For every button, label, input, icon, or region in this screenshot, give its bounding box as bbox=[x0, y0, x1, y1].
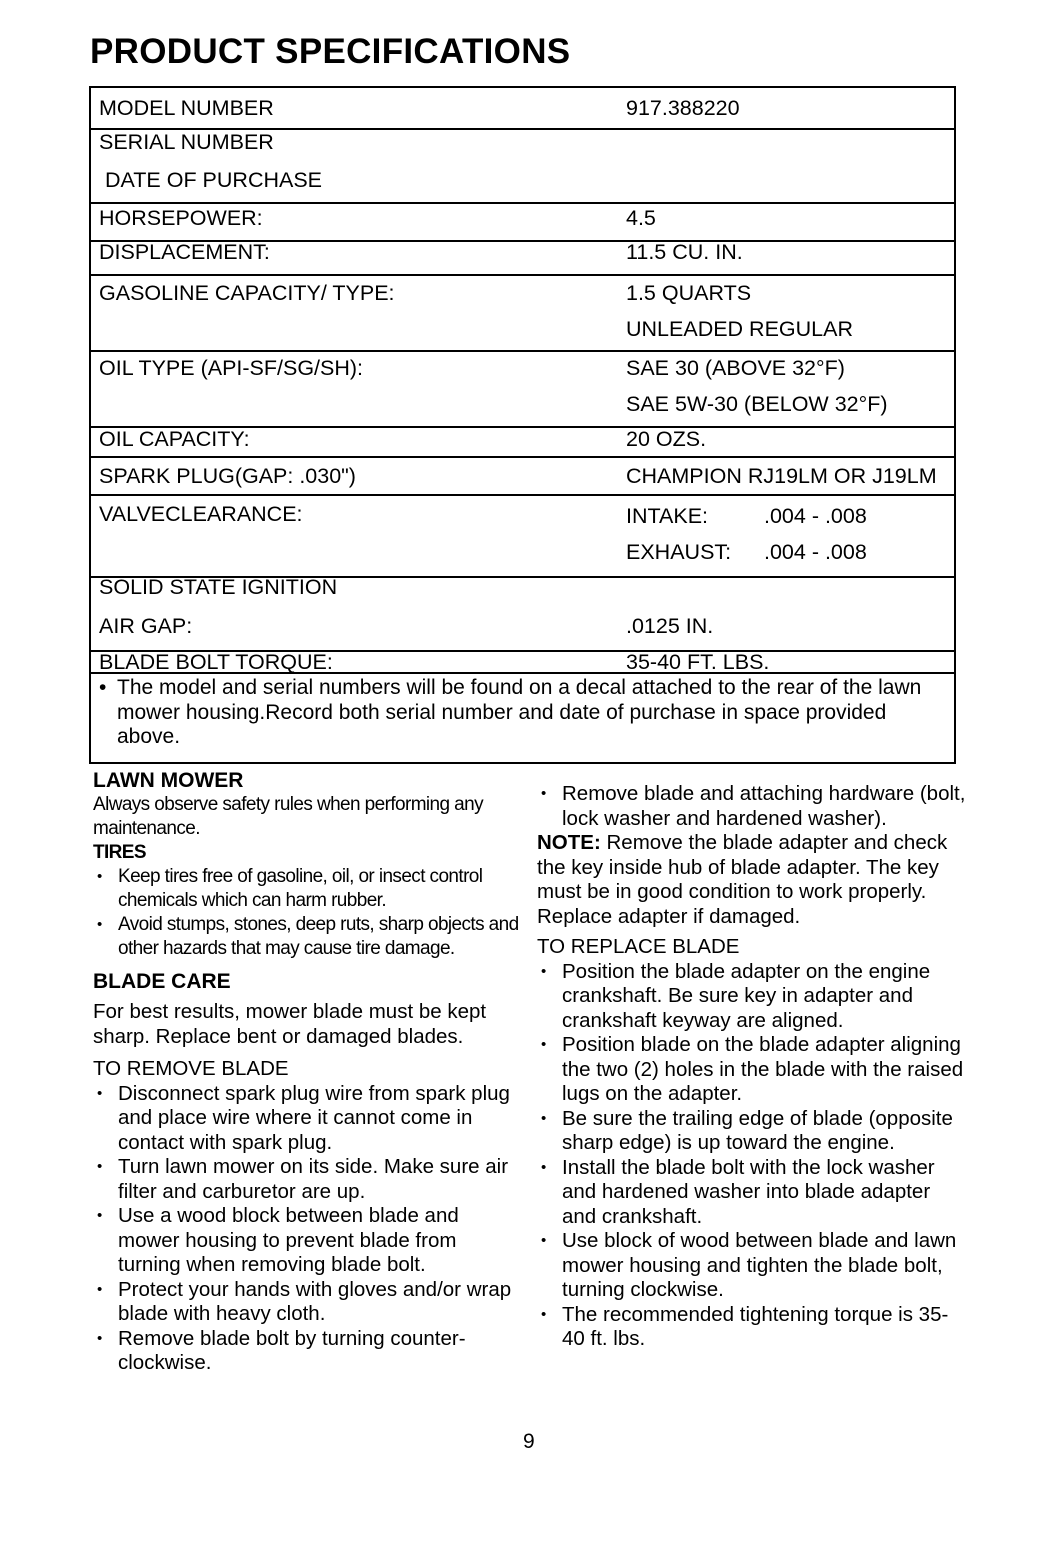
date-of-purchase-label: DATE OF PURCHASE bbox=[105, 168, 323, 192]
remove-blade-heading: TO REMOVE BLADE bbox=[93, 1057, 289, 1080]
list-item: • Disconnect spark plug wire from spark plug and place wire where it cannot come in contact with spark plug. bbox=[97, 1081, 510, 1154]
note-text: The model and serial numbers will be found on a decal attached to the rear of the lawn mower housing.Record both serial number and date of purchase in space provided above. bbox=[117, 676, 922, 748]
blade-bolt-torque-value: 35-40 FT. LBS. bbox=[626, 650, 770, 674]
displacement-value: 11.5 CU. IN. bbox=[626, 240, 743, 264]
adapter-note bbox=[537, 831, 967, 929]
horsepower-label: HORSEPOWER: bbox=[99, 206, 263, 230]
right-column bbox=[537, 782, 967, 1352]
row-divider bbox=[89, 202, 956, 204]
specifications-table bbox=[89, 86, 956, 764]
row-divider bbox=[89, 494, 956, 496]
left-column bbox=[93, 768, 523, 1376]
list-item: • Be sure the trailing edge of blade (opposite sharp edge) is up toward the engine. bbox=[541, 1106, 953, 1154]
list-item: • Protect your hands with gloves and/or wrap blade with heavy cloth. bbox=[97, 1277, 512, 1325]
list-item: • The recommended tightening torque is 35-40 ft. lbs. bbox=[541, 1302, 949, 1350]
intake-label: INTAKE: bbox=[626, 504, 709, 528]
spark-plug-value: CHAMPION RJ19LM OR J19LM bbox=[626, 464, 937, 488]
displacement-label: DISPLACEMENT: bbox=[99, 240, 270, 264]
exhaust-label: EXHAUST: bbox=[626, 540, 732, 564]
oil-type-label: OIL TYPE (API-SF/SG/SH): bbox=[99, 356, 364, 380]
list-item: • Use block of wood between blade and lawn mower housing and tighten the blade bolt, turning clockwise. bbox=[541, 1229, 957, 1301]
gasoline-capacity-label: GASOLINE CAPACITY/ TYPE: bbox=[99, 281, 395, 305]
valve-clearance-label: VALVECLEARANCE: bbox=[99, 502, 303, 526]
lawn-mower-heading: LAWN MOWER bbox=[93, 769, 244, 792]
list-item: • Keep tires free of gasoline, oil, or insect control chemicals which can harm rubber. bbox=[97, 866, 483, 911]
maintenance-intro: Always observe safety rules when performing any maintenance. bbox=[93, 794, 483, 839]
blade-bolt-torque-label: BLADE BOLT TORQUE: bbox=[99, 650, 333, 674]
list-item: • Turn lawn mower on its side. Make sure air filter and carburetor are up. bbox=[97, 1155, 509, 1203]
replace-blade-steps bbox=[537, 960, 967, 1352]
tires-heading: TIRES bbox=[93, 842, 146, 863]
remove-blade-steps-continued bbox=[537, 782, 967, 831]
serial-number-label: SERIAL NUMBER bbox=[99, 130, 274, 154]
list-item: • Remove blade bolt by turning counter-clockwise. bbox=[97, 1326, 466, 1374]
blade-care-heading: BLADE CARE bbox=[93, 970, 231, 993]
gasoline-type-value: UNLEADED REGULAR bbox=[626, 317, 853, 341]
bullet: • bbox=[99, 676, 107, 699]
model-number-value: 917.388220 bbox=[626, 96, 740, 120]
blade-care-intro: For best results, mower blade must be kept sharp. Replace bent or damaged blades. bbox=[93, 1000, 487, 1048]
list-item: • Use a wood block between blade and mower housing to prevent blade from turning when removing blade bolt. bbox=[97, 1204, 459, 1276]
row-divider bbox=[89, 274, 956, 276]
intake-value: .004 - .008 bbox=[764, 504, 867, 528]
oil-type-value-above: SAE 30 (ABOVE 32°F) bbox=[626, 356, 845, 380]
model-number-label: MODEL NUMBER bbox=[99, 96, 274, 120]
oil-type-value-below: SAE 5W-30 (BELOW 32°F) bbox=[626, 392, 888, 416]
row-divider bbox=[89, 350, 956, 352]
page-number: 9 bbox=[523, 1430, 535, 1453]
page-title: PRODUCT SPECIFICATIONS bbox=[90, 32, 571, 71]
replace-blade-heading: TO REPLACE BLADE bbox=[537, 935, 740, 958]
serial-number-note bbox=[99, 676, 942, 750]
note-body: Remove the blade adapter and check the key inside hub of blade adapter. The key must be in good condition to work properly. Replace adapter if damaged. bbox=[537, 831, 948, 928]
air-gap-label: AIR GAP: bbox=[99, 614, 193, 638]
note-label: NOTE: bbox=[537, 831, 601, 854]
air-gap-value: .0125 IN. bbox=[626, 614, 714, 638]
row-divider bbox=[89, 456, 956, 458]
oil-capacity-value: 20 OZS. bbox=[626, 427, 707, 451]
oil-capacity-label: OIL CAPACITY: bbox=[99, 427, 250, 451]
exhaust-value: .004 - .008 bbox=[764, 540, 867, 564]
tires-list bbox=[93, 865, 523, 961]
list-item: • Position blade on the blade adapter aligning the two (2) holes in the blade with the raised lugs on the adapter. bbox=[541, 1033, 964, 1105]
horsepower-value: 4.5 bbox=[626, 206, 656, 230]
spark-plug-label: SPARK PLUG(GAP: .030") bbox=[99, 464, 356, 488]
gasoline-capacity-value: 1.5 QUARTS bbox=[626, 281, 752, 305]
remove-blade-steps bbox=[93, 1082, 523, 1376]
list-item: • Avoid stumps, stones, deep ruts, sharp objects and other hazards that may cause tire damage. bbox=[97, 914, 519, 959]
list-item: • Install the blade bolt with the lock washer and hardened washer into blade adapter and crankshaft. bbox=[541, 1155, 935, 1228]
list-item: • Position the blade adapter on the engine crankshaft. Be sure key in adapter and crankshaft keyway are aligned. bbox=[541, 959, 931, 1032]
list-item: • Remove blade and attaching hardware (bolt, lock washer and hardened washer). bbox=[541, 782, 966, 830]
solid-state-ignition-label: SOLID STATE IGNITION bbox=[99, 575, 338, 599]
